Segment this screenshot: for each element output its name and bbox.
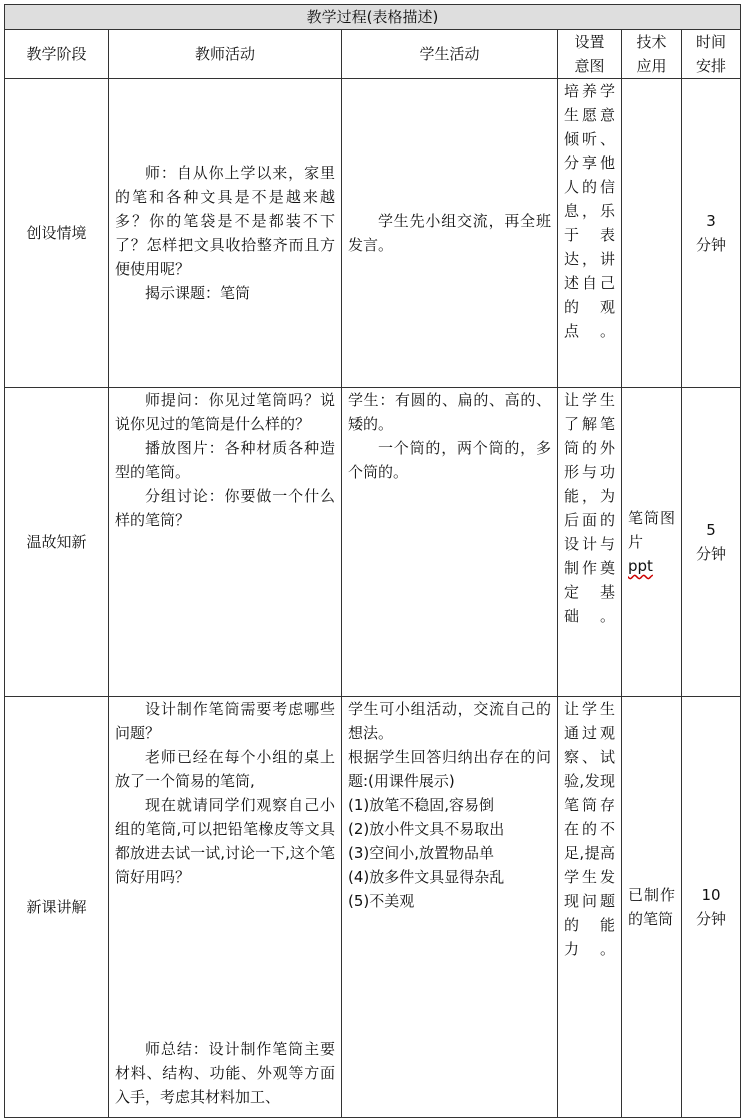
student-text: (2)放小件文具不易取出	[348, 820, 505, 838]
tech-cell	[622, 79, 682, 388]
student-activity-cell	[342, 697, 558, 1118]
header-intent: 设置意图	[558, 30, 622, 79]
time-cell: 10 分钟	[682, 697, 741, 1118]
intent-cell: 让学生通过观察、试验,发现笔筒存在的不足,提高学生发现问题的能力。	[558, 697, 622, 1118]
student-text: 学生先小组交流，再全班发言。	[348, 212, 551, 254]
stage-cell: 创设情境	[5, 79, 109, 388]
student-text: (4)放多件文具显得杂乱	[348, 868, 505, 886]
teacher-summary-text: 师总结：设计制作笔筒主要材料、结构、功能、外观等方面入手，考虑其材料加工、	[115, 1040, 335, 1106]
student-text: (1)放笔不稳固,容易倒	[348, 796, 495, 814]
table-row	[5, 388, 741, 697]
table-row	[5, 79, 741, 388]
header-time: 时间安排	[682, 30, 741, 79]
teacher-text: 揭示课题：笔筒	[145, 284, 251, 302]
teacher-text: 老师已经在每个小组的桌上放了一个简易的笔筒,	[115, 748, 335, 790]
tech-cell	[622, 388, 682, 697]
teacher-activity-cell	[109, 79, 342, 388]
student-text: 根据学生回答归纳出存在的问题:(用课件展示)	[348, 748, 551, 790]
time-cell: 5 分钟	[682, 388, 741, 697]
teacher-activity-cell	[109, 697, 342, 1118]
teaching-process-table	[4, 4, 741, 1118]
header-tech: 技术应用	[622, 30, 682, 79]
stage-cell: 新课讲解	[5, 697, 109, 1118]
intent-cell: 让学生了解笔筒的外形与功能，为后面的设计与制作奠定基础。	[558, 388, 622, 697]
student-text: 学生：有圆的、扁的、高的、矮的。	[348, 391, 551, 433]
student-activity-cell	[342, 388, 558, 697]
tech-cell: 已制作的笔筒	[622, 697, 682, 1118]
student-text: 一个筒的，两个筒的，多个筒的。	[348, 439, 551, 481]
teacher-text: 设计制作笔筒需要考虑哪些问题？	[115, 700, 335, 742]
teacher-text: 师提问：你见过笔筒吗？说说你见过的笔筒是什么样的？	[115, 391, 335, 433]
teacher-text: 现在就请同学们观察自己小组的笔筒,可以把铅笔橡皮等文具都放进去试一试,讨论一下,这个笔筒好用吗？	[115, 796, 335, 886]
intent-cell: 培养学生愿意倾听、分享他人的信息，乐于表达，讲述自己的观点。	[558, 79, 622, 388]
student-activity-cell	[342, 79, 558, 388]
teacher-text: 分组讨论：你要做一个什么样的笔筒？	[115, 487, 335, 529]
table-row	[5, 697, 741, 1118]
tech-ppt-text: ppt	[628, 557, 653, 575]
header-student: 学生活动	[342, 30, 558, 79]
teacher-text: 播放图片：各种材质各种造型的笔筒。	[115, 439, 335, 481]
student-text: (3)空间小,放置物品单	[348, 844, 495, 862]
teacher-text: 师：自从你上学以来，家里的笔和各种文具是不是越来越多？你的笔袋是不是都装不下了？怎样把文具收拾整齐而且方便使用呢？	[115, 164, 335, 278]
header-teacher: 教师活动	[109, 30, 342, 79]
student-text: (5)不美观	[348, 892, 415, 910]
teacher-activity-cell	[109, 388, 342, 697]
tech-text: 笔筒图片	[628, 509, 675, 551]
header-stage: 教学阶段	[5, 30, 109, 79]
table-title: 教学过程(表格描述)	[5, 5, 741, 30]
spacer	[115, 889, 335, 1037]
time-cell: 3 分钟	[682, 79, 741, 388]
student-text: 学生可小组活动，交流自己的想法。	[348, 700, 551, 742]
stage-cell: 温故知新	[5, 388, 109, 697]
